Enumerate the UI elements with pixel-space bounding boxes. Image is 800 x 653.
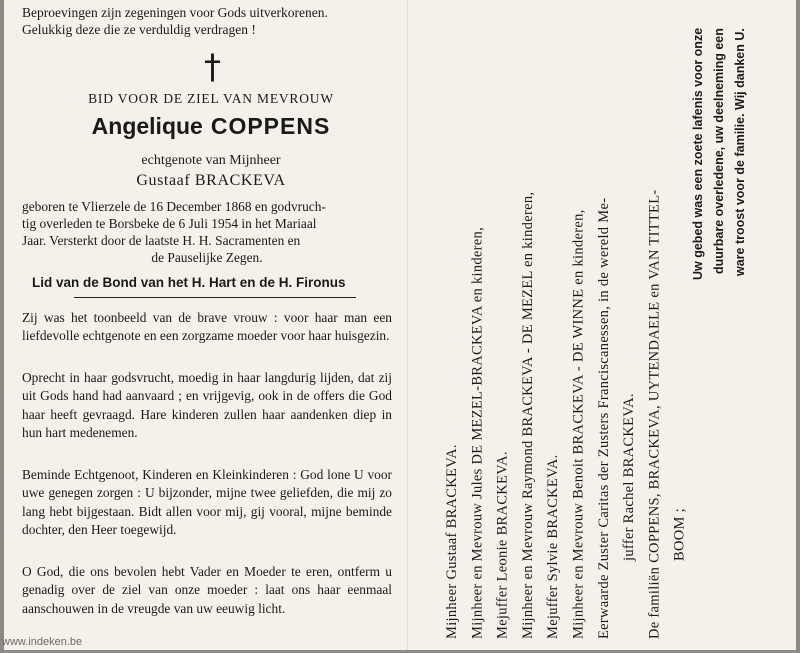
family-line: juffer Rachel BRACKEVA. — [621, 393, 638, 561]
deceased-name — [22, 113, 400, 140]
spouse-label: echtgenote van Mijnheer — [141, 153, 281, 168]
divider — [74, 297, 356, 298]
thanks-line: duurbare overledene, uw deelneming een — [712, 28, 726, 274]
thanks-line: ware troost voor de familie. Wij danken U. — [733, 28, 747, 276]
family-line: De familiën COPPENS, BRACKEVA, UYTENDAELE en VAN TITTEL- — [646, 189, 663, 639]
watermark: www.indeken.be — [2, 636, 83, 648]
paragraph-farewell: Beminde Echtgenoot, Kinderen en Kleinkinderen : God lone U voor uwe genegen zorgen : U bijzonder, mijne twee geliefden, die mij zo lang hebt bijgestaan. Bidt allen voor mij, gij vooral, mijne beminde dochter, den Heer toegewijd. — [22, 467, 392, 537]
spouse-name: Gustaaf BRACKEVA — [136, 172, 286, 189]
thanks-note — [688, 28, 751, 358]
bio-line: Jaar. Versterkt door de laatste H. H. Sacramenten en — [22, 233, 301, 248]
deceased-surname: COPPENS — [210, 113, 331, 139]
quote-line: Beproevingen zijn zegeningen voor Gods uitverkorenen. — [22, 5, 328, 20]
biography — [22, 198, 392, 266]
family-line: BOOM ; — [671, 508, 688, 561]
bio-line: tig overleden te Borsbeke de 6 Juli 1954 in het Mariaal — [22, 216, 317, 231]
paragraph-prayer: O God, die ons bevolen hebt Vader en Moeder te eren, ontferm u genadig over de ziel van onze moeder : laat ons haar eenmaal aanschouwen in de vreugde van uw eeuwig licht. — [22, 564, 392, 616]
family-line: Mijnheer en Mevrouw Raymond BRACKEVA - DE MEZEL en kinderen, — [519, 191, 536, 639]
family-line: Mejuffer Sylvie BRACKEVA. — [545, 454, 562, 639]
memorial-card — [4, 0, 796, 650]
family-line: Eerwaarde Zuster Caritas der Zusters Franciscanessen, in de wereld Me- — [595, 197, 612, 639]
family-line: Mijnheer Gustaaf BRACKEVA. — [444, 444, 460, 639]
prayer-heading: BID VOOR DE ZIEL VAN MEVROUW — [88, 91, 334, 106]
cross-icon: † — [204, 47, 221, 87]
paragraph-virtues: Zij was het toonbeeld van de brave vrouw : voor haar man een liefdevolle echtgenote en een zorgzame moeder voor haar huisgezin. — [22, 310, 392, 344]
bio-line: de Pauselijke Zegen. — [151, 250, 263, 265]
membership-line: Lid van de Bond van het H. Hart en de H. Fironus — [32, 275, 346, 290]
quote-line: Gelukkig deze die ze verduldig verdragen ! — [22, 22, 256, 37]
family-line: Mijnheer en Mevrouw Jules DE MEZEL-BRACKEVA en kinderen, — [469, 227, 486, 639]
family-list — [440, 14, 693, 639]
bio-line: geboren te Vlierzele de 16 December 1868 en godvruch- — [22, 199, 326, 214]
deceased-first-name: Angelique — [91, 113, 203, 139]
family-line: Mijnheer en Mevrouw Benoit BRACKEVA - DE WINNE en kinderen, — [570, 209, 587, 639]
opening-quote — [22, 4, 328, 38]
card-fold — [407, 0, 409, 650]
left-panel — [22, 0, 400, 650]
family-line: Mejuffer Leonie BRACKEVA. — [494, 451, 511, 639]
paragraph-devotion: Oprecht in haar godsvrucht, moedig in haar langdurig lijden, dat zij uit Gods hand had aanvaard ; en vrijgevig, ook in de offers die God haar heeft gevraagd. Hare kinderen zullen haar aandenken diep in hun hart medenemen. — [22, 370, 392, 440]
thanks-line: Uw gebed was een zoete lafenis voor onze — [691, 28, 705, 281]
